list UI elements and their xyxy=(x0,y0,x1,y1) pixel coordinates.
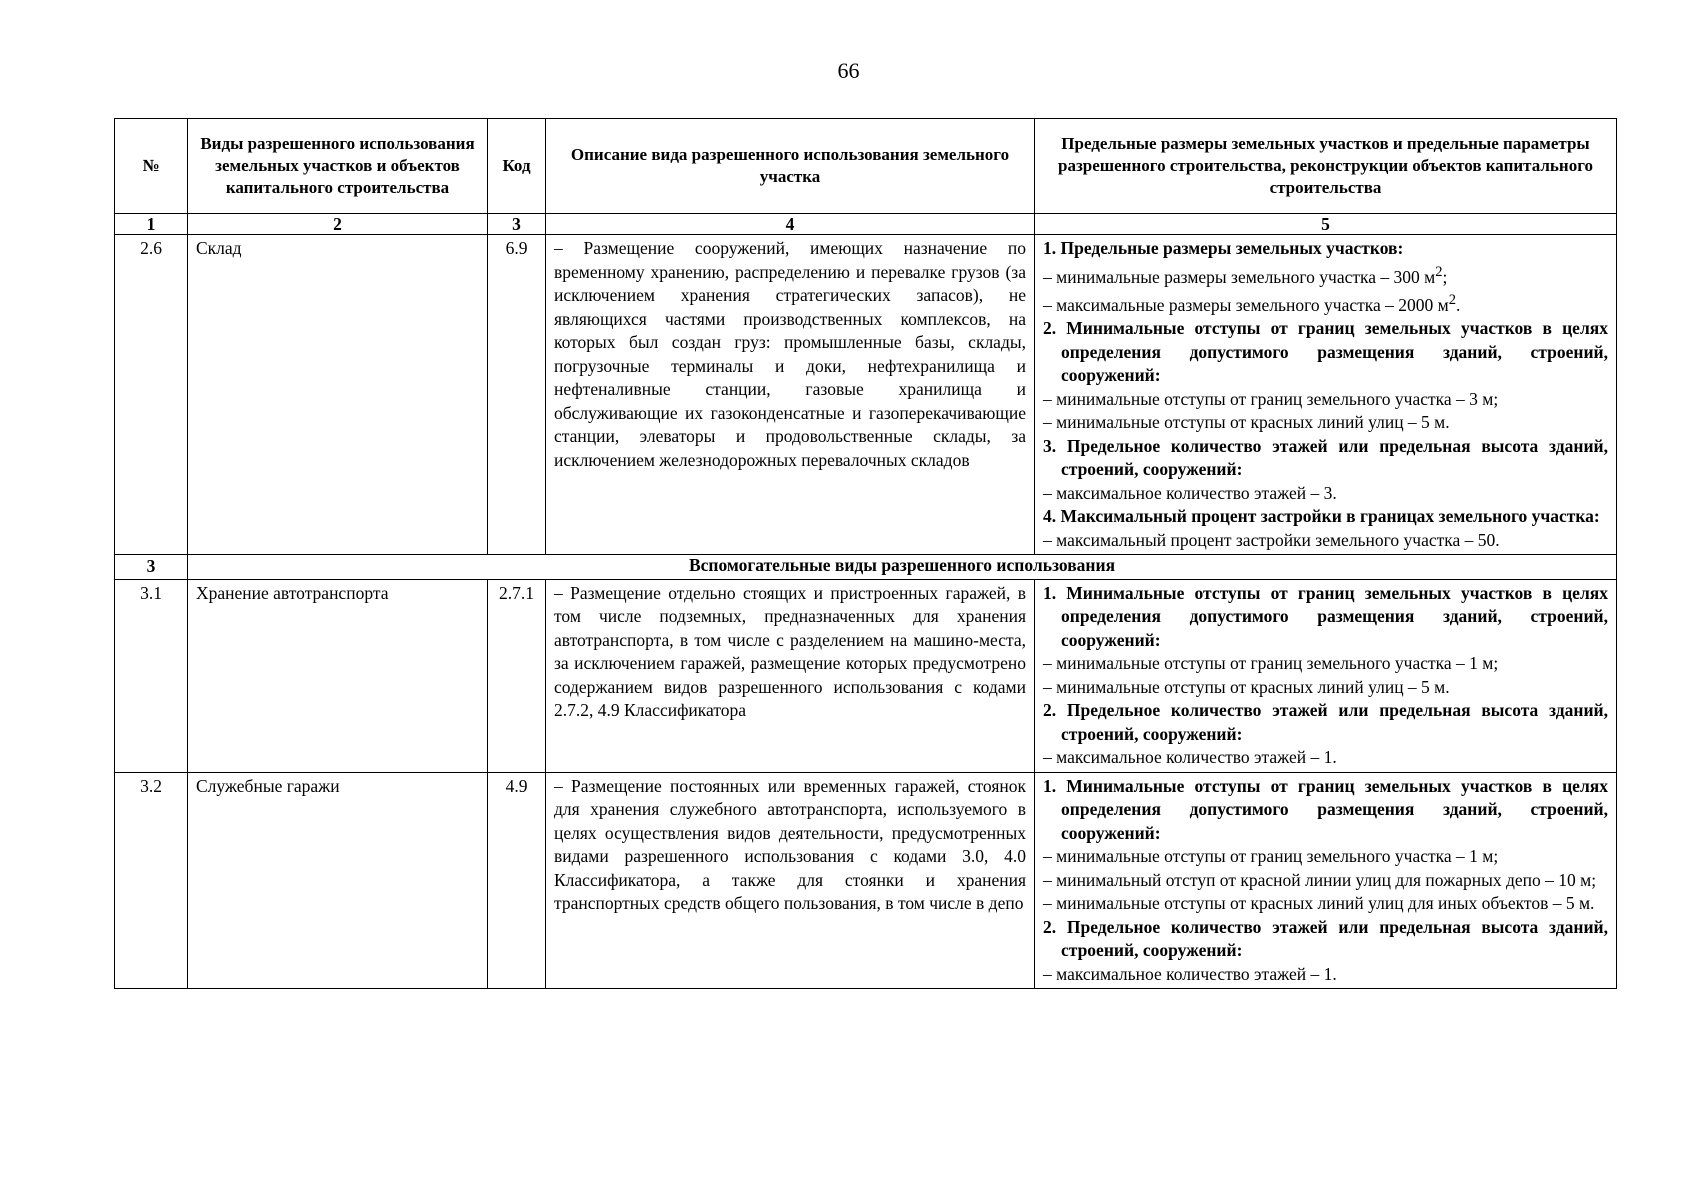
param-heading: 4. Максимальный процент застройки в границах земельного участка: xyxy=(1043,506,1600,527)
param-heading: 3. Предельное количество этажей или предельная высота зданий, строений, сооружений: xyxy=(1043,435,1608,480)
column-number: 4 xyxy=(546,214,1035,235)
row-code: 4.9 xyxy=(488,772,546,989)
param-item: – минимальный отступ от красной линии улиц для пожарных депо – 10 м; xyxy=(1043,869,1597,890)
param-heading: 1. Предельные размеры земельных участков: xyxy=(1043,238,1404,258)
header-description: Описание вида разрешенного использования земельного участка xyxy=(546,119,1035,214)
param-item: – минимальные отступы от границ земельного участка – 1 м; xyxy=(1043,846,1499,867)
column-number: 5 xyxy=(1035,214,1617,235)
section-title: Вспомогательные виды разрешенного использования xyxy=(188,555,1617,580)
header-code: Код xyxy=(488,119,546,214)
row-land-use-name: Служебные гаражи xyxy=(188,772,488,989)
header-row xyxy=(115,119,1617,214)
header-land-use-type: Виды разрешенного использования земельных участков и объектов капитального строительства xyxy=(188,119,488,214)
table-row xyxy=(115,235,1617,555)
column-number-row xyxy=(115,214,1617,235)
param-heading: 2. Предельное количество этажей или предельная высота зданий, строений, сооружений: xyxy=(1043,916,1608,961)
row-parameters xyxy=(1035,579,1617,772)
row-land-use-name: Хранение автотранспорта xyxy=(188,579,488,772)
param-heading: 1. Минимальные отступы от границ земельных участков в целях определения допустимого размещения зданий, строений, сооружений: xyxy=(1043,582,1608,650)
row-code: 6.9 xyxy=(488,235,546,555)
param-item: – максимальное количество этажей – 1. xyxy=(1043,963,1337,984)
page-number: 66 xyxy=(837,58,860,83)
column-number: 1 xyxy=(115,214,188,235)
param-item: – минимальные отступы от красных линий улиц – 5 м. xyxy=(1043,676,1450,697)
param-heading: 1. Минимальные отступы от границ земельных участков в целях определения допустимого размещения зданий, строений, сооружений: xyxy=(1043,775,1608,843)
row-parameters xyxy=(1035,235,1617,555)
param-item: – максимальное количество этажей – 3. xyxy=(1043,482,1337,503)
row-description: – Размещение постоянных или временных гаражей, стоянок для хранения служебного автотранспорта, используемого в целях осуществления видов деятельности, предусмотренных видами разрешенного использования с кодами 3.0, 4.0 Классификатора, а также для стоянки и хранения транспортных средств общего пользования, в том числе в депо xyxy=(546,772,1035,989)
row-description: – Размещение сооружений, имеющих назначение по временному хранению, распределению и перевалке грузов (за исключением хранения стратегических запасов), не являющихся частями производственных комплексов, на которых был создан груз: промышленные базы, склады, погрузочные терминалы и доки, нефтехранилища и нефтеналивные станции, газовые хранилища и обслуживающие их газоконденсатные и газоперекачивающие станции, элеваторы и продовольственные склады, за исключением железнодорожных перевалочных складов xyxy=(546,235,1035,555)
section-row xyxy=(115,555,1617,580)
row-number: 3.2 xyxy=(115,772,188,989)
row-number: 2.6 xyxy=(115,235,188,555)
param-item: – минимальные отступы от красных линий улиц для иных объектов – 5 м. xyxy=(1043,893,1595,914)
param-item: – минимальные отступы от границ земельного участка – 1 м; xyxy=(1043,653,1499,674)
section-number: 3 xyxy=(115,555,188,580)
param-item: – минимальные отступы от границ земельного участка – 3 м; xyxy=(1043,388,1499,409)
column-number: 3 xyxy=(488,214,546,235)
table-row xyxy=(115,772,1617,989)
table-row xyxy=(115,579,1617,772)
row-description: – Размещение отдельно стоящих и пристроенных гаражей, в том числе подземных, предназначенных для хранения автотранспорта, в том числе с разделением на машино-места, за исключением гаражей, размещение которых предусмотрено содержанием видов разрешенного использования с кодами 2.7.2, 4.9 Классификатора xyxy=(546,579,1035,772)
header-number: № xyxy=(115,119,188,214)
column-number: 2 xyxy=(188,214,488,235)
row-parameters xyxy=(1035,772,1617,989)
header-parameters: Предельные размеры земельных участков и предельные параметры разрешенного строительства, реконструкции объектов капитального строительства xyxy=(1035,119,1617,214)
row-land-use-name: Склад xyxy=(188,235,488,555)
row-number: 3.1 xyxy=(115,579,188,772)
land-use-table xyxy=(114,118,1617,989)
param-heading: 2. Предельное количество этажей или предельная высота зданий, строений, сооружений: xyxy=(1043,700,1608,744)
param-heading: 2. Минимальные отступы от границ земельных участков в целях определения допустимого размещения зданий, строений, сооружений: xyxy=(1043,318,1608,386)
param-item: – минимальные отступы от красных линий улиц – 5 м. xyxy=(1043,412,1450,433)
param-item: – максимальный процент застройки земельного участка – 50. xyxy=(1043,529,1500,550)
param-item: – минимальные размеры земельного участка – 300 $м^2$; xyxy=(1043,263,1448,287)
param-item: – максимальные размеры земельного участка – 2000 $м^2$. xyxy=(1043,291,1461,315)
param-item: – максимальное количество этажей – 1. xyxy=(1043,747,1337,768)
row-code: 2.7.1 xyxy=(488,579,546,772)
